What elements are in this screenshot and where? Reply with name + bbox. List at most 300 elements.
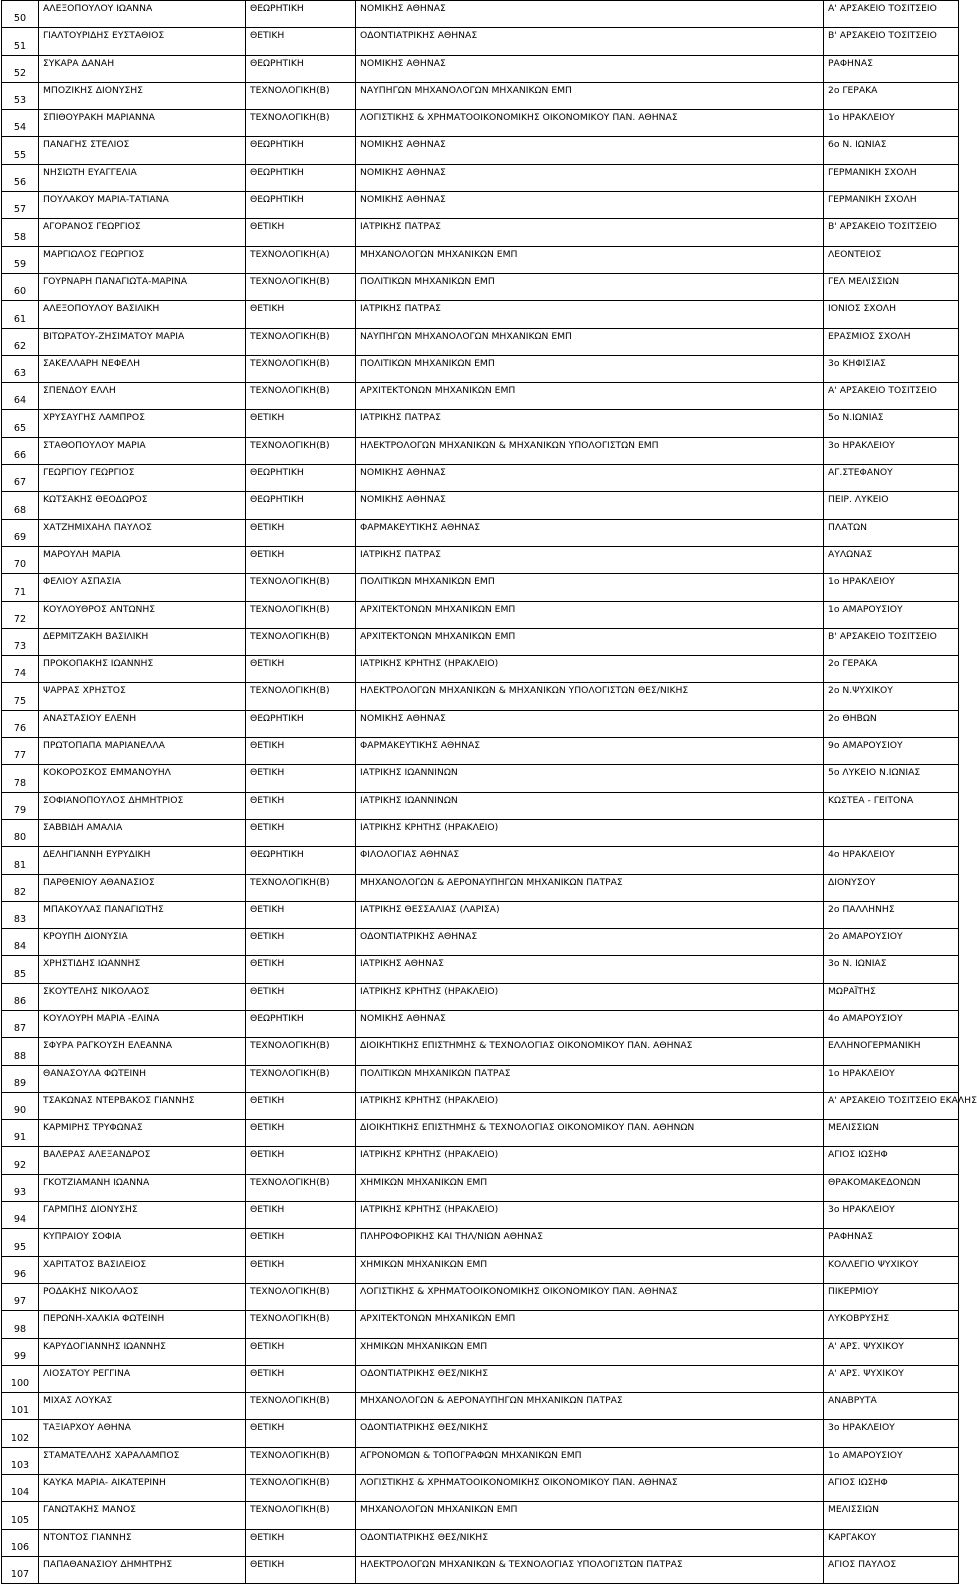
row-number: 91 <box>2 1120 39 1147</box>
admitted-school: ΗΛΕΚΤΡΟΛΟΓΩΝ ΜΗΧΑΝΙΚΩΝ & ΜΗΧΑΝΙΚΩΝ ΥΠΟΛΟΓΙΣΤΩΝ ΘΕΣ/ΝΙΚΗΣ <box>356 683 824 710</box>
student-name: ΚΥΠΡΑΙΟΥ ΣΟΦΙΑ <box>39 1229 246 1256</box>
origin-highschool: 2ο Ν.ΨΥΧΙΚΟΥ <box>824 683 959 710</box>
study-direction: ΘΕΤΙΚΗ <box>246 301 356 328</box>
study-direction: ΤΕΧΝΟΛΟΓΙΚΗ(Β) <box>246 383 356 410</box>
row-number: 102 <box>2 1420 39 1447</box>
student-name: ΣΤΑΜΑΤΕΛΛΗΣ ΧΑΡΑΛΑΜΠΟΣ <box>39 1447 246 1474</box>
row-number: 75 <box>2 683 39 710</box>
study-direction: ΤΕΧΝΟΛΟΓΙΚΗ(Β) <box>246 1283 356 1310</box>
student-name: ΧΑΤΖΗΜΙΧΑΗΛ ΠΑΥΛΟΣ <box>39 519 246 546</box>
origin-highschool: 3ο ΚΗΦΙΣΙΑΣ <box>824 355 959 382</box>
student-name: ΣΚΟΥΤΕΛΗΣ ΝΙΚΟΛΑΟΣ <box>39 983 246 1010</box>
origin-highschool: 3ο ΗΡΑΚΛΕΙΟΥ <box>824 437 959 464</box>
student-name: ΝΤΟΝΤΟΣ ΓΙΑΝΝΗΣ <box>39 1529 246 1556</box>
admitted-school: ΛΟΓΙΣΤΙΚΗΣ & ΧΡΗΜΑΤΟΟΙΚΟΝΟΜΙΚΗΣ ΟΙΚΟΝΟΜΙΚΟΥ ΠΑΝ. ΑΘΗΝΑΣ <box>356 1283 824 1310</box>
admitted-school: ΧΗΜΙΚΩΝ ΜΗΧΑΝΙΚΩΝ ΕΜΠ <box>356 1338 824 1365</box>
table-row <box>2 55 959 82</box>
student-name: ΓΑΡΜΠΗΣ ΔΙΟΝΥΣΗΣ <box>39 1202 246 1229</box>
admitted-school: ΑΓΡΟΝΟΜΩΝ & ΤΟΠΟΓΡΑΦΩΝ ΜΗΧΑΝΙΚΩΝ ΕΜΠ <box>356 1447 824 1474</box>
admitted-school: ΝΟΜΙΚΗΣ ΑΘΗΝΑΣ <box>356 164 824 191</box>
study-direction: ΘΕΩΡΗΤΙΚΗ <box>246 1010 356 1037</box>
table-row <box>2 82 959 109</box>
student-name: ΚΑΡΥΔΟΓΙΑΝΝΗΣ ΙΩΑΝΝΗΣ <box>39 1338 246 1365</box>
study-direction: ΘΕΤΙΚΗ <box>246 765 356 792</box>
study-direction: ΤΕΧΝΟΛΟΓΙΚΗ(Β) <box>246 874 356 901</box>
study-direction: ΘΕΤΙΚΗ <box>246 1556 356 1583</box>
study-direction: ΤΕΧΝΟΛΟΓΙΚΗ(Β) <box>246 328 356 355</box>
table-row <box>2 710 959 737</box>
admitted-school: ΟΔΟΝΤΙΑΤΡΙΚΗΣ ΑΘΗΝΑΣ <box>356 929 824 956</box>
table-row <box>2 683 959 710</box>
table-row <box>2 1092 959 1119</box>
table-row <box>2 901 959 928</box>
table-row <box>2 983 959 1010</box>
row-number: 50 <box>2 1 39 28</box>
study-direction: ΤΕΧΝΟΛΟΓΙΚΗ(Α) <box>246 246 356 273</box>
table-row <box>2 847 959 874</box>
row-number: 81 <box>2 847 39 874</box>
student-name: ΧΡΥΣΑΥΓΗΣ ΛΑΜΠΡΟΣ <box>39 410 246 437</box>
origin-highschool: ΙΟΝΙΟΣ ΣΧΟΛΗ <box>824 301 959 328</box>
row-number: 83 <box>2 901 39 928</box>
study-direction: ΤΕΧΝΟΛΟΓΙΚΗ(Β) <box>246 1447 356 1474</box>
row-number: 88 <box>2 1038 39 1065</box>
origin-highschool: 3ο ΗΡΑΚΛΕΙΟΥ <box>824 1420 959 1447</box>
table-row <box>2 1038 959 1065</box>
study-direction: ΘΕΩΡΗΤΙΚΗ <box>246 492 356 519</box>
row-number: 62 <box>2 328 39 355</box>
row-number: 82 <box>2 874 39 901</box>
study-direction: ΘΕΤΙΚΗ <box>246 28 356 55</box>
study-direction: ΘΕΤΙΚΗ <box>246 1120 356 1147</box>
student-name: ΜΙΧΑΣ ΛΟΥΚΑΣ <box>39 1393 246 1420</box>
student-name: ΠΕΡΩΝΗ-ΧΑΛΚΙΑ ΦΩΤΕΙΝΗ <box>39 1311 246 1338</box>
origin-highschool: ΛΥΚΟΒΡΥΣΗΣ <box>824 1311 959 1338</box>
admitted-school: ΙΑΤΡΙΚΗΣ ΑΘΗΝΑΣ <box>356 956 824 983</box>
origin-highschool: ΜΕΛΙΣΣΙΩΝ <box>824 1120 959 1147</box>
origin-highschool: 5ο Ν.ΙΩΝΙΑΣ <box>824 410 959 437</box>
study-direction: ΘΕΤΙΚΗ <box>246 519 356 546</box>
origin-highschool: ΑΓ.ΣΤΕΦΑΝΟΥ <box>824 465 959 492</box>
study-direction: ΤΕΧΝΟΛΟΓΙΚΗ(Β) <box>246 1475 356 1502</box>
student-name: ΣΥΚΑΡΑ ΔΑΝΑΗ <box>39 55 246 82</box>
origin-highschool: 2ο ΓΕΡΑΚΑ <box>824 656 959 683</box>
student-name: ΚΟΚΟΡΟΣΚΟΣ ΕΜΜΑΝΟΥΗΛ <box>39 765 246 792</box>
origin-highschool <box>824 819 959 846</box>
admitted-school: ΙΑΤΡΙΚΗΣ ΙΩΑΝΝΙΝΩΝ <box>356 792 824 819</box>
table-row <box>2 28 959 55</box>
table-row <box>2 219 959 246</box>
origin-highschool: ΓΕΛ ΜΕΛΙΣΣΙΩΝ <box>824 273 959 300</box>
origin-highschool: 3ο ΗΡΑΚΛΕΙΟΥ <box>824 1202 959 1229</box>
table-row <box>2 1502 959 1529</box>
table-row <box>2 383 959 410</box>
table-row <box>2 819 959 846</box>
study-direction: ΘΕΩΡΗΤΙΚΗ <box>246 192 356 219</box>
admitted-school: ΑΡΧΙΤΕΚΤΟΝΩΝ ΜΗΧΑΝΙΚΩΝ ΕΜΠ <box>356 601 824 628</box>
row-number: 95 <box>2 1229 39 1256</box>
row-number: 68 <box>2 492 39 519</box>
table-row <box>2 792 959 819</box>
table-row <box>2 246 959 273</box>
study-direction: ΤΕΧΝΟΛΟΓΙΚΗ(Β) <box>246 683 356 710</box>
study-direction: ΤΕΧΝΟΛΟΓΙΚΗ(Β) <box>246 1311 356 1338</box>
row-number: 84 <box>2 929 39 956</box>
table-row <box>2 1120 959 1147</box>
study-direction: ΘΕΩΡΗΤΙΚΗ <box>246 55 356 82</box>
study-direction: ΤΕΧΝΟΛΟΓΙΚΗ(Β) <box>246 574 356 601</box>
table-row <box>2 301 959 328</box>
admitted-school: ΠΛΗΡΟΦΟΡΙΚΗΣ ΚΑΙ ΤΗΛ/ΝΙΩΝ ΑΘΗΝΑΣ <box>356 1229 824 1256</box>
study-direction: ΘΕΤΙΚΗ <box>246 1229 356 1256</box>
origin-highschool: ΚΩΣΤΕΑ - ΓΕΙΤΟΝΑ <box>824 792 959 819</box>
origin-highschool: ΑΥΛΩΝΑΣ <box>824 546 959 573</box>
admitted-school: ΙΑΤΡΙΚΗΣ ΚΡΗΤΗΣ (ΗΡΑΚΛΕΙΟ) <box>356 819 824 846</box>
origin-highschool: 5ο ΛΥΚΕΙΟ Ν.ΙΩΝΙΑΣ <box>824 765 959 792</box>
row-number: 85 <box>2 956 39 983</box>
study-direction: ΘΕΤΙΚΗ <box>246 656 356 683</box>
table-row <box>2 1174 959 1201</box>
results-table <box>1 0 977 1584</box>
table-row <box>2 628 959 655</box>
table-row <box>2 1229 959 1256</box>
row-number: 69 <box>2 519 39 546</box>
origin-highschool: 2ο ΘΗΒΩΝ <box>824 710 959 737</box>
student-name: ΓΕΩΡΓΙΟΥ ΓΕΩΡΓΙΟΣ <box>39 465 246 492</box>
admitted-school: ΧΗΜΙΚΩΝ ΜΗΧΑΝΙΚΩΝ ΕΜΠ <box>356 1256 824 1283</box>
study-direction: ΘΕΤΙΚΗ <box>246 1365 356 1392</box>
admitted-school: ΙΑΤΡΙΚΗΣ ΠΑΤΡΑΣ <box>356 410 824 437</box>
study-direction: ΤΕΧΝΟΛΟΓΙΚΗ(Β) <box>246 1038 356 1065</box>
student-name: ΒΑΛΕΡΑΣ ΑΛΕΞΑΝΔΡΟΣ <box>39 1147 246 1174</box>
study-direction: ΘΕΤΙΚΗ <box>246 792 356 819</box>
origin-highschool: Α' ΑΡΣ. ΨΥΧΙΚΟΥ <box>824 1365 959 1392</box>
student-name: ΜΑΡΓΙΩΛΟΣ ΓΕΩΡΓΙΟΣ <box>39 246 246 273</box>
admitted-school: ΠΟΛΙΤΙΚΩΝ ΜΗΧΑΝΙΚΩΝ ΕΜΠ <box>356 574 824 601</box>
student-name: ΠΑΠΑΘΑΝΑΣΙΟΥ ΔΗΜΗΤΡΗΣ <box>39 1556 246 1583</box>
table-row <box>2 1283 959 1310</box>
study-direction: ΤΕΧΝΟΛΟΓΙΚΗ(Β) <box>246 437 356 464</box>
student-name: ΣΑΚΕΛΛΑΡΗ ΝΕΦΕΛΗ <box>39 355 246 382</box>
student-name: ΔΕΡΜΙΤΖΑΚΗ ΒΑΣΙΛΙΚΗ <box>39 628 246 655</box>
student-name: ΚΑΥΚΑ ΜΑΡΙΑ- ΑΙΚΑΤΕΡΙΝΗ <box>39 1475 246 1502</box>
student-name: ΚΟΥΛΟΥΡΗ ΜΑΡΙΑ -ΕΛΙΝΑ <box>39 1010 246 1037</box>
student-name: ΚΡΟΥΠΗ ΔΙΟΝΥΣΙΑ <box>39 929 246 956</box>
study-direction: ΘΕΤΙΚΗ <box>246 1256 356 1283</box>
table-row <box>2 1338 959 1365</box>
row-number: 57 <box>2 192 39 219</box>
student-name: ΠΡΩΤΟΠΑΠΑ ΜΑΡΙΑΝΕΛΛΑ <box>39 738 246 765</box>
admitted-school: ΙΑΤΡΙΚΗΣ ΠΑΤΡΑΣ <box>356 546 824 573</box>
origin-highschool: Α' ΑΡΣ. ΨΥΧΙΚΟΥ <box>824 1338 959 1365</box>
admitted-school: ΙΑΤΡΙΚΗΣ ΘΕΣΣΑΛΙΑΣ (ΛΑΡΙΣΑ) <box>356 901 824 928</box>
study-direction: ΘΕΤΙΚΗ <box>246 219 356 246</box>
row-number: 78 <box>2 765 39 792</box>
admitted-school: ΙΑΤΡΙΚΗΣ ΚΡΗΤΗΣ (ΗΡΑΚΛΕΙΟ) <box>356 1092 824 1119</box>
study-direction: ΘΕΤΙΚΗ <box>246 1338 356 1365</box>
student-name: ΓΟΥΡΝΑΡΗ ΠΑΝΑΓΙΩΤΑ-ΜΑΡΙΝΑ <box>39 273 246 300</box>
row-number: 103 <box>2 1447 39 1474</box>
student-name: ΤΣΑΚΩΝΑΣ ΝΤΕΡΒΑΚΟΣ ΓΙΑΝΝΗΣ <box>39 1092 246 1119</box>
table-row <box>2 273 959 300</box>
study-direction: ΘΕΤΙΚΗ <box>246 956 356 983</box>
student-name: ΜΠΑΚΟΥΛΑΣ ΠΑΝΑΓΙΩΤΗΣ <box>39 901 246 928</box>
origin-highschool: Α' ΑΡΣΑΚΕΙΟ ΤΟΣΙΤΣΕΙΟ ΕΚΑΛΗΣ <box>824 1092 959 1119</box>
student-name: ΜΑΡΟΥΛΗ ΜΑΡΙΑ <box>39 546 246 573</box>
table-row <box>2 355 959 382</box>
study-direction: ΤΕΧΝΟΛΟΓΙΚΗ(Β) <box>246 601 356 628</box>
row-number: 77 <box>2 738 39 765</box>
origin-highschool: 2ο ΑΜΑΡΟΥΣΙΟΥ <box>824 929 959 956</box>
study-direction: ΘΕΤΙΚΗ <box>246 1420 356 1447</box>
table-row <box>2 1202 959 1229</box>
student-name: ΣΤΑΘΟΠΟΥΛΟΥ ΜΑΡΙΑ <box>39 437 246 464</box>
study-direction: ΘΕΤΙΚΗ <box>246 1092 356 1119</box>
admitted-school: ΔΙΟΙΚΗΤΙΚΗΣ ΕΠΙΣΤΗΜΗΣ & ΤΕΧΝΟΛΟΓΙΑΣ ΟΙΚΟΝΟΜΙΚΟΥ ΠΑΝ. ΑΘΗΝΑΣ <box>356 1038 824 1065</box>
study-direction: ΘΕΤΙΚΗ <box>246 819 356 846</box>
origin-highschool: 3ο Ν. ΙΩΝΙΑΣ <box>824 956 959 983</box>
study-direction: ΤΕΧΝΟΛΟΓΙΚΗ(Β) <box>246 1393 356 1420</box>
admitted-school: ΛΟΓΙΣΤΙΚΗΣ & ΧΡΗΜΑΤΟΟΙΚΟΝΟΜΙΚΗΣ ΟΙΚΟΝΟΜΙΚΟΥ ΠΑΝ. ΑΘΗΝΑΣ <box>356 110 824 137</box>
study-direction: ΘΕΩΡΗΤΙΚΗ <box>246 847 356 874</box>
student-name: ΣΟΦΙΑΝΟΠΟΥΛΟΣ ΔΗΜΗΤΡΙΟΣ <box>39 792 246 819</box>
study-direction: ΘΕΩΡΗΤΙΚΗ <box>246 164 356 191</box>
student-name: ΚΩΤΣΑΚΗΣ ΘΕΟΔΩΡΟΣ <box>39 492 246 519</box>
row-number: 67 <box>2 465 39 492</box>
student-name: ΑΛΕΞΟΠΟΥΛΟΥ ΙΩΑΝΝΑ <box>39 1 246 28</box>
row-number: 100 <box>2 1365 39 1392</box>
origin-highschool: ΛΕΟΝΤΕΙΟΣ <box>824 246 959 273</box>
student-name: ΣΦΥΡΑ ΡΑΓΚΟΥΣΗ ΕΛΕΑΝΝΑ <box>39 1038 246 1065</box>
origin-highschool: ΑΓΙΟΣ ΠΑΥΛΟΣ <box>824 1556 959 1583</box>
student-name: ΝΗΣΙΩΤΗ ΕΥΑΓΓΕΛΙΑ <box>39 164 246 191</box>
table-row <box>2 519 959 546</box>
row-number: 55 <box>2 137 39 164</box>
row-number: 59 <box>2 246 39 273</box>
row-number: 65 <box>2 410 39 437</box>
admitted-school: ΑΡΧΙΤΕΚΤΟΝΩΝ ΜΗΧΑΝΙΚΩΝ ΕΜΠ <box>356 383 824 410</box>
study-direction: ΘΕΤΙΚΗ <box>246 1529 356 1556</box>
row-number: 80 <box>2 819 39 846</box>
admitted-school: ΟΔΟΝΤΙΑΤΡΙΚΗΣ ΘΕΣ/ΝΙΚΗΣ <box>356 1529 824 1556</box>
table-row <box>2 437 959 464</box>
origin-highschool: ΡΑΦΗΝΑΣ <box>824 1229 959 1256</box>
admitted-school: ΟΔΟΝΤΙΑΤΡΙΚΗΣ ΘΕΣ/ΝΙΚΗΣ <box>356 1420 824 1447</box>
student-name: ΛΙΟΣΑΤΟΥ ΡΕΓΓΙΝΑ <box>39 1365 246 1392</box>
study-direction: ΘΕΩΡΗΤΙΚΗ <box>246 465 356 492</box>
student-name: ΚΟΥΛΟΥΘΡΟΣ ΑΝΤΩΝΗΣ <box>39 601 246 628</box>
study-direction: ΘΕΤΙΚΗ <box>246 929 356 956</box>
origin-highschool: ΑΓΙΟΣ ΙΩΣΗΦ <box>824 1147 959 1174</box>
admitted-school: ΙΑΤΡΙΚΗΣ ΚΡΗΤΗΣ (ΗΡΑΚΛΕΙΟ) <box>356 656 824 683</box>
study-direction: ΤΕΧΝΟΛΟΓΙΚΗ(Β) <box>246 273 356 300</box>
table-row <box>2 1556 959 1583</box>
row-number: 86 <box>2 983 39 1010</box>
table-row <box>2 465 959 492</box>
study-direction: ΘΕΤΙΚΗ <box>246 738 356 765</box>
admitted-school: ΝΟΜΙΚΗΣ ΑΘΗΝΑΣ <box>356 492 824 519</box>
table-row <box>2 1010 959 1037</box>
student-name: ΘΑΝΑΣΟΥΛΑ ΦΩΤΕΙΝΗ <box>39 1065 246 1092</box>
student-name: ΑΝΑΣΤΑΣΙΟΥ ΕΛΕΝΗ <box>39 710 246 737</box>
student-name: ΠΟΥΛΑΚΟΥ ΜΑΡΙΑ-ΤΑΤΙΑΝΑ <box>39 192 246 219</box>
admitted-school: ΙΑΤΡΙΚΗΣ ΠΑΤΡΑΣ <box>356 301 824 328</box>
admitted-school: ΠΟΛΙΤΙΚΩΝ ΜΗΧΑΝΙΚΩΝ ΠΑΤΡΑΣ <box>356 1065 824 1092</box>
table-row <box>2 1 959 28</box>
row-number: 61 <box>2 301 39 328</box>
table-row <box>2 137 959 164</box>
results-table-body <box>2 1 977 1584</box>
student-name: ΡΟΔΑΚΗΣ ΝΙΚΟΛΑΟΣ <box>39 1283 246 1310</box>
origin-highschool: ΓΕΡΜΑΝΙΚΗ ΣΧΟΛΗ <box>824 192 959 219</box>
origin-highschool: 1ο ΗΡΑΚΛΕΙΟΥ <box>824 110 959 137</box>
row-number: 72 <box>2 601 39 628</box>
row-number: 89 <box>2 1065 39 1092</box>
origin-highschool: 1ο ΑΜΑΡΟΥΣΙΟΥ <box>824 1447 959 1474</box>
table-row <box>2 1147 959 1174</box>
origin-highschool: 2ο ΠΑΛΛΗΝΗΣ <box>824 901 959 928</box>
admitted-school: ΜΗΧΑΝΟΛΟΓΩΝ & ΑΕΡΟΝΑΥΠΗΓΩΝ ΜΗΧΑΝΙΚΩΝ ΠΑΤΡΑΣ <box>356 874 824 901</box>
row-number: 71 <box>2 574 39 601</box>
origin-highschool: ΕΛΛΗΝΟΓΕΡΜΑΝΙΚΗ <box>824 1038 959 1065</box>
origin-highschool: Β' ΑΡΣΑΚΕΙΟ ΤΟΣΙΤΣΕΙΟ <box>824 28 959 55</box>
row-number: 104 <box>2 1475 39 1502</box>
table-row <box>2 929 959 956</box>
row-number: 93 <box>2 1174 39 1201</box>
admitted-school: ΙΑΤΡΙΚΗΣ ΚΡΗΤΗΣ (ΗΡΑΚΛΕΙΟ) <box>356 1202 824 1229</box>
study-direction: ΤΕΧΝΟΛΟΓΙΚΗ(Β) <box>246 355 356 382</box>
origin-highschool: 1ο ΗΡΑΚΛΕΙΟΥ <box>824 574 959 601</box>
student-name: ΦΕΛΙΟΥ ΑΣΠΑΣΙΑ <box>39 574 246 601</box>
admitted-school: ΗΛΕΚΤΡΟΛΟΓΩΝ ΜΗΧΑΝΙΚΩΝ & ΤΕΧΝΟΛΟΓΙΑΣ ΥΠΟΛΟΓΙΣΤΩΝ ΠΑΤΡΑΣ <box>356 1556 824 1583</box>
origin-highschool: ΔΙΟΝΥΣΟΥ <box>824 874 959 901</box>
table-row <box>2 492 959 519</box>
admitted-school: ΔΙΟΙΚΗΤΙΚΗΣ ΕΠΙΣΤΗΜΗΣ & ΤΕΧΝΟΛΟΓΙΑΣ ΟΙΚΟΝΟΜΙΚΟΥ ΠΑΝ. ΑΘΗΝΩΝ <box>356 1120 824 1147</box>
table-row <box>2 956 959 983</box>
admitted-school: ΝΑΥΠΗΓΩΝ ΜΗΧΑΝΟΛΟΓΩΝ ΜΗΧΑΝΙΚΩΝ ΕΜΠ <box>356 82 824 109</box>
study-direction: ΘΕΤΙΚΗ <box>246 983 356 1010</box>
admitted-school: ΑΡΧΙΤΕΚΤΟΝΩΝ ΜΗΧΑΝΙΚΩΝ ΕΜΠ <box>356 1311 824 1338</box>
student-name: ΣΑΒΒΙΔΗ ΑΜΑΛΙΑ <box>39 819 246 846</box>
table-row <box>2 601 959 628</box>
student-name: ΠΑΡΘΕΝΙΟΥ ΑΘΑΝΑΣΙΟΣ <box>39 874 246 901</box>
origin-highschool: ΑΝΑΒΡΥΤΑ <box>824 1393 959 1420</box>
student-name: ΓΚΟΤΖΙΑΜΑΝΗ ΙΩΑΝΝΑ <box>39 1174 246 1201</box>
admitted-school: ΠΟΛΙΤΙΚΩΝ ΜΗΧΑΝΙΚΩΝ ΕΜΠ <box>356 273 824 300</box>
row-number: 107 <box>2 1556 39 1583</box>
origin-highschool: Α' ΑΡΣΑΚΕΙΟ ΤΟΣΙΤΣΕΙΟ <box>824 1 959 28</box>
table-row <box>2 1529 959 1556</box>
row-number: 60 <box>2 273 39 300</box>
admitted-school: ΝΑΥΠΗΓΩΝ ΜΗΧΑΝΟΛΟΓΩΝ ΜΗΧΑΝΙΚΩΝ ΕΜΠ <box>356 328 824 355</box>
admitted-school: ΦΑΡΜΑΚΕΥΤΙΚΗΣ ΑΘΗΝΑΣ <box>356 519 824 546</box>
row-number: 90 <box>2 1092 39 1119</box>
row-number: 94 <box>2 1202 39 1229</box>
student-name: ΓΙΑΛΤΟΥΡΙΔΗΣ ΕΥΣΤΑΘΙΟΣ <box>39 28 246 55</box>
row-number: 52 <box>2 55 39 82</box>
row-number: 64 <box>2 383 39 410</box>
study-direction: ΤΕΧΝΟΛΟΓΙΚΗ(Β) <box>246 628 356 655</box>
admitted-school: ΜΗΧΑΝΟΛΟΓΩΝ & ΑΕΡΟΝΑΥΠΗΓΩΝ ΜΗΧΑΝΙΚΩΝ ΠΑΤΡΑΣ <box>356 1393 824 1420</box>
student-name: ΓΑΝΩΤΑΚΗΣ ΜΑΝΟΣ <box>39 1502 246 1529</box>
student-name: ΣΠΙΘΟΥΡΑΚΗ ΜΑΡΙΑΝΝΑ <box>39 110 246 137</box>
table-row <box>2 1365 959 1392</box>
row-number: 73 <box>2 628 39 655</box>
study-direction: ΤΕΧΝΟΛΟΓΙΚΗ(Β) <box>246 1502 356 1529</box>
admitted-school: ΦΙΛΟΛΟΓΙΑΣ ΑΘΗΝΑΣ <box>356 847 824 874</box>
row-number: 92 <box>2 1147 39 1174</box>
student-name: ΠΑΝΑΓΗΣ ΣΤΕΛΙΟΣ <box>39 137 246 164</box>
student-name: ΒΙΤΩΡΑΤΟΥ-ΖΗΣΙΜΑΤΟΥ ΜΑΡΙΑ <box>39 328 246 355</box>
admitted-school: ΙΑΤΡΙΚΗΣ ΙΩΑΝΝΙΝΩΝ <box>356 765 824 792</box>
row-number: 53 <box>2 82 39 109</box>
student-name: ΜΠΟΖΙΚΗΣ ΔΙΟΝΥΣΗΣ <box>39 82 246 109</box>
row-number: 56 <box>2 164 39 191</box>
table-row <box>2 546 959 573</box>
admitted-school: ΗΛΕΚΤΡΟΛΟΓΩΝ ΜΗΧΑΝΙΚΩΝ & ΜΗΧΑΝΙΚΩΝ ΥΠΟΛΟΓΙΣΤΩΝ ΕΜΠ <box>356 437 824 464</box>
origin-highschool: 1ο ΗΡΑΚΛΕΙΟΥ <box>824 1065 959 1092</box>
row-number: 96 <box>2 1256 39 1283</box>
admitted-school: ΟΔΟΝΤΙΑΤΡΙΚΗΣ ΘΕΣ/ΝΙΚΗΣ <box>356 1365 824 1392</box>
origin-highschool: ΑΓΙΟΣ ΙΩΣΗΦ <box>824 1475 959 1502</box>
table-row <box>2 1420 959 1447</box>
row-number: 70 <box>2 546 39 573</box>
row-number: 76 <box>2 710 39 737</box>
student-name: ΨΑΡΡΑΣ ΧΡΗΣΤΟΣ <box>39 683 246 710</box>
admitted-school: ΛΟΓΙΣΤΙΚΗΣ & ΧΡΗΜΑΤΟΟΙΚΟΝΟΜΙΚΗΣ ΟΙΚΟΝΟΜΙΚΟΥ ΠΑΝ. ΑΘΗΝΑΣ <box>356 1475 824 1502</box>
row-number: 79 <box>2 792 39 819</box>
study-direction: ΘΕΤΙΚΗ <box>246 901 356 928</box>
origin-highschool: 9ο ΑΜΑΡΟΥΣΙΟΥ <box>824 738 959 765</box>
table-row <box>2 874 959 901</box>
origin-highschool: ΠΙΚΕΡΜΙΟΥ <box>824 1283 959 1310</box>
study-direction: ΘΕΤΙΚΗ <box>246 1202 356 1229</box>
student-name: ΚΑΡΜΙΡΗΣ ΤΡΥΦΩΝΑΣ <box>39 1120 246 1147</box>
origin-highschool: ΘΡΑΚΟΜΑΚΕΔΟΝΩΝ <box>824 1174 959 1201</box>
admitted-school: ΝΟΜΙΚΗΣ ΑΘΗΝΑΣ <box>356 192 824 219</box>
origin-highschool: ΓΕΡΜΑΝΙΚΗ ΣΧΟΛΗ <box>824 164 959 191</box>
study-direction: ΤΕΧΝΟΛΟΓΙΚΗ(Β) <box>246 1065 356 1092</box>
table-row <box>2 192 959 219</box>
table-row <box>2 110 959 137</box>
origin-highschool: ΚΑΡΓΑΚΟΥ <box>824 1529 959 1556</box>
admitted-school: ΝΟΜΙΚΗΣ ΑΘΗΝΑΣ <box>356 1010 824 1037</box>
admitted-school: ΝΟΜΙΚΗΣ ΑΘΗΝΑΣ <box>356 55 824 82</box>
origin-highschool: 4ο ΗΡΑΚΛΕΙΟΥ <box>824 847 959 874</box>
admitted-school: ΝΟΜΙΚΗΣ ΑΘΗΝΑΣ <box>356 137 824 164</box>
table-row <box>2 738 959 765</box>
admitted-school: ΙΑΤΡΙΚΗΣ ΚΡΗΤΗΣ (ΗΡΑΚΛΕΙΟ) <box>356 1147 824 1174</box>
student-name: ΔΕΛΗΓΙΑΝΝΗ ΕΥΡΥΔΙΚΗ <box>39 847 246 874</box>
origin-highschool: ΚΟΛΛΕΓΙΟ ΨΥΧΙΚΟΥ <box>824 1256 959 1283</box>
student-name: ΑΓΟΡΑΝΟΣ ΓΕΩΡΓΙΟΣ <box>39 219 246 246</box>
table-row <box>2 164 959 191</box>
admitted-school: ΝΟΜΙΚΗΣ ΑΘΗΝΑΣ <box>356 465 824 492</box>
origin-highschool: ΕΡΑΣΜΙΟΣ ΣΧΟΛΗ <box>824 328 959 355</box>
admitted-school: ΟΔΟΝΤΙΑΤΡΙΚΗΣ ΑΘΗΝΑΣ <box>356 28 824 55</box>
row-number: 63 <box>2 355 39 382</box>
student-name: ΣΠΕΝΔΟΥ ΕΛΛΗ <box>39 383 246 410</box>
study-direction: ΘΕΤΙΚΗ <box>246 546 356 573</box>
origin-highschool: Β' ΑΡΣΑΚΕΙΟ ΤΟΣΙΤΣΕΙΟ <box>824 219 959 246</box>
row-number: 74 <box>2 656 39 683</box>
admitted-school: ΙΑΤΡΙΚΗΣ ΚΡΗΤΗΣ (ΗΡΑΚΛΕΙΟ) <box>356 983 824 1010</box>
admitted-school: ΦΑΡΜΑΚΕΥΤΙΚΗΣ ΑΘΗΝΑΣ <box>356 738 824 765</box>
admitted-school: ΑΡΧΙΤΕΚΤΟΝΩΝ ΜΗΧΑΝΙΚΩΝ ΕΜΠ <box>356 628 824 655</box>
table-row <box>2 1447 959 1474</box>
row-number: 97 <box>2 1283 39 1310</box>
student-name: ΧΑΡΙΤΑΤΟΣ ΒΑΣΙΛΕΙΟΣ <box>39 1256 246 1283</box>
